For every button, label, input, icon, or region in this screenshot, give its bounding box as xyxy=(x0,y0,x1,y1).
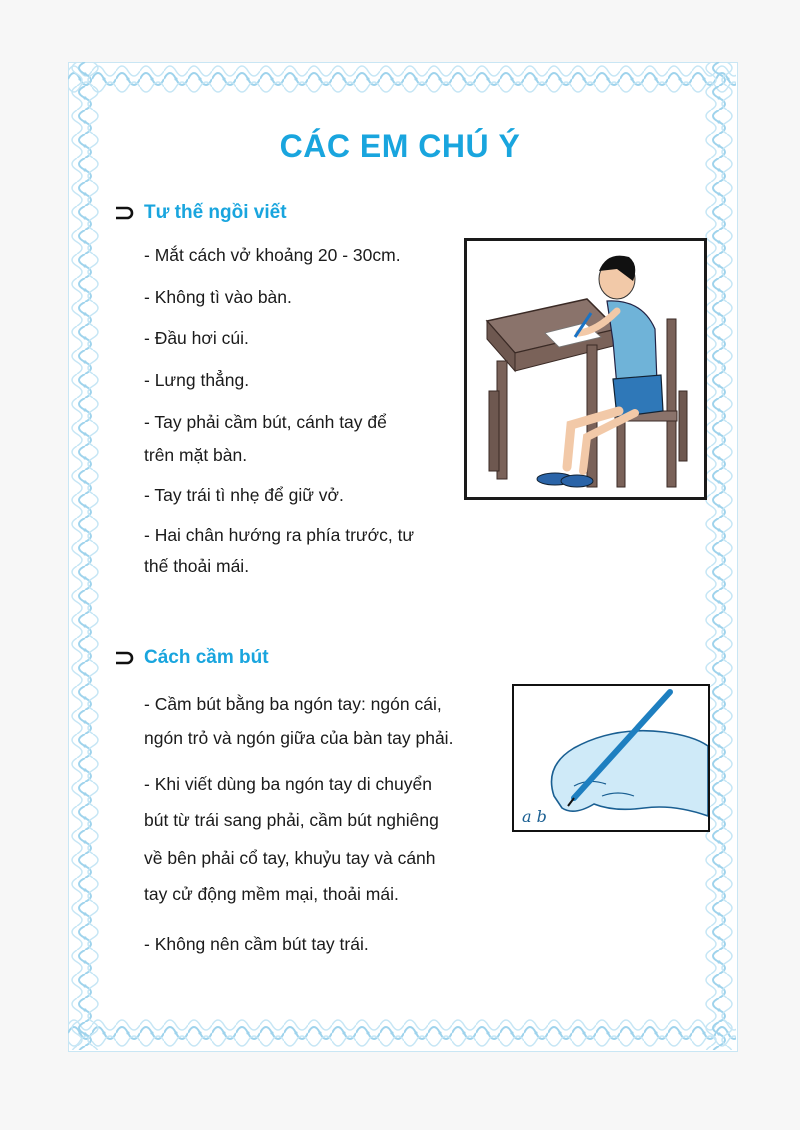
list-item: tay cử động mềm mại, thoải mái. xyxy=(144,884,399,904)
list-item: - Tay trái tì nhẹ để giữ vở. xyxy=(144,485,344,505)
list-item: - Cầm bút bằng ba ngón tay: ngón cái, xyxy=(144,694,442,714)
list-item: - Đầu hơi cúi. xyxy=(144,328,249,348)
arrow-right-icon xyxy=(114,202,136,224)
decorative-border-right xyxy=(702,62,736,1050)
list-item: bút từ trái sang phải, cầm bút nghiêng xyxy=(144,810,439,830)
decorative-border-bottom xyxy=(68,1016,736,1050)
list-item: thế thoải mái. xyxy=(144,556,250,576)
section-heading-pen-grip xyxy=(114,647,269,669)
section-heading-label: Tư thế ngồi viết xyxy=(144,202,287,223)
list-item: về bên phải cổ tay, khuỷu tay và cánh xyxy=(144,848,436,868)
arrow-right-icon xyxy=(114,647,136,669)
list-item: - Không tì vào bàn. xyxy=(144,287,292,307)
sitting-posture-illustration xyxy=(464,238,707,500)
list-item: - Khi viết dùng ba ngón tay di chuyển xyxy=(144,774,432,794)
section-heading-label: Cách cầm bút xyxy=(144,647,269,668)
list-item: - Không nên cầm bút tay trái. xyxy=(144,934,369,954)
list-item: ngón trỏ và ngón giữa của bàn tay phải. xyxy=(144,728,454,748)
section-heading-posture xyxy=(114,202,287,224)
pen-grip-illustration xyxy=(512,684,710,832)
page-title: CÁC EM CHÚ Ý xyxy=(279,128,521,164)
handwriting-sample: a b xyxy=(522,807,547,826)
list-item: - Mắt cách vở khoảng 20 - 30cm. xyxy=(144,245,401,265)
list-item: - Hai chân hướng ra phía trước, tư xyxy=(144,525,415,545)
list-item: - Tay phải cầm bút, cánh tay để xyxy=(144,412,387,432)
decorative-border-left xyxy=(68,62,102,1050)
decorative-border-top xyxy=(68,62,736,96)
list-item: trên mặt bàn. xyxy=(144,445,248,465)
list-item: - Lưng thẳng. xyxy=(144,370,250,390)
